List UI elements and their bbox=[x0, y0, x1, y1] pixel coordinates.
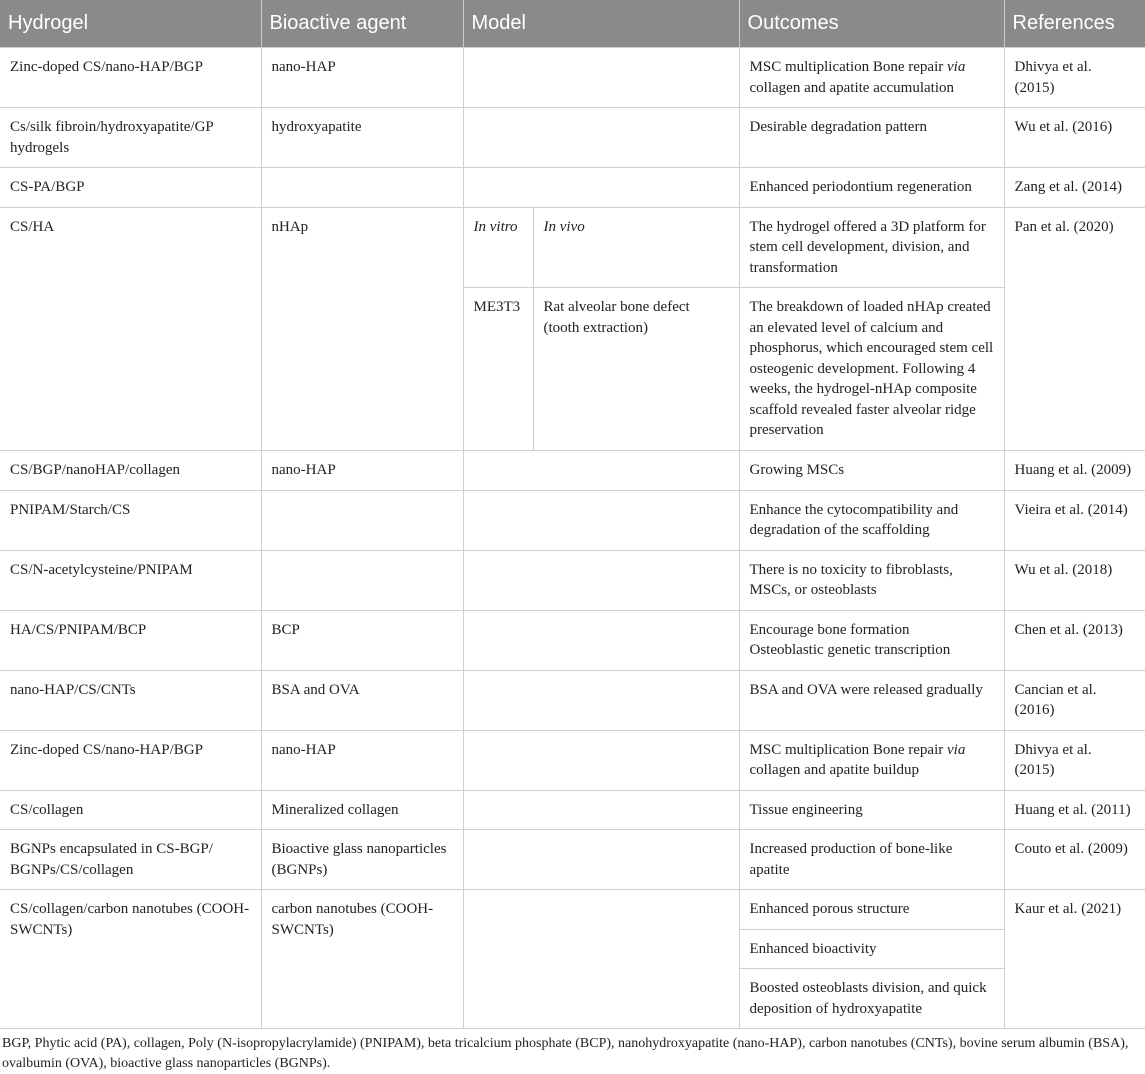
agent-cell: nano-HAP bbox=[261, 451, 463, 491]
outcome-cell: Boosted osteoblasts division, and quick deposition of hydroxyapatite bbox=[739, 969, 1004, 1029]
outcome-cell bbox=[739, 730, 1004, 790]
outcome-text: MSC multiplication Bone repair bbox=[749, 59, 947, 75]
agent-cell bbox=[261, 168, 463, 208]
outcome-cell: Enhanced bioactivity bbox=[739, 929, 1004, 969]
hydrogel-cell: CS-PA/BGP bbox=[0, 168, 261, 208]
reference-cell: Wu et al. (2018) bbox=[1004, 550, 1145, 610]
reference-cell: Wu et al. (2016) bbox=[1004, 108, 1145, 168]
hydrogel-cell: PNIPAM/Starch/CS bbox=[0, 490, 261, 550]
model-cell bbox=[463, 168, 739, 208]
agent-cell: nHAp bbox=[261, 207, 463, 451]
model-cell bbox=[463, 610, 739, 670]
outcome-cell: BSA and OVA were released gradually bbox=[739, 670, 1004, 730]
outcome-cell: The hydrogel offered a 3D platform for stem cell development, division, and transformation bbox=[739, 207, 1004, 288]
model-cell bbox=[463, 490, 739, 550]
model-cell-line-cell: ME3T3 bbox=[463, 288, 533, 451]
hydrogel-cell: Zinc-doped CS/nano-HAP/BGP bbox=[0, 730, 261, 790]
model-cell bbox=[463, 790, 739, 830]
model-in-vitro-cell: In vitro bbox=[463, 207, 533, 288]
model-in-vivo-cell: In vivo bbox=[533, 207, 739, 288]
outcome-text: collagen and apatite buildup bbox=[749, 762, 920, 778]
table-row bbox=[0, 730, 1145, 790]
outcome-cell: Growing MSCs bbox=[739, 451, 1004, 491]
table-row bbox=[0, 890, 1145, 930]
agent-cell: BCP bbox=[261, 610, 463, 670]
outcome-cell: Increased production of bone-like apatite bbox=[739, 830, 1004, 890]
hydrogel-cell: CS/BGP/nanoHAP/collagen bbox=[0, 451, 261, 491]
outcome-cell: Enhance the cytocompatibility and degradation of the scaffolding bbox=[739, 490, 1004, 550]
model-animal-cell: Rat alveolar bone defect (tooth extraction) bbox=[533, 288, 739, 451]
header-references: References bbox=[1004, 0, 1145, 48]
reference-cell: Vieira et al. (2014) bbox=[1004, 490, 1145, 550]
hydrogel-cell: HA/CS/PNIPAM/BCP bbox=[0, 610, 261, 670]
model-cell bbox=[463, 108, 739, 168]
hydrogel-cell: CS/N-acetylcysteine/PNIPAM bbox=[0, 550, 261, 610]
header-row bbox=[0, 0, 1145, 48]
agent-cell bbox=[261, 490, 463, 550]
agent-cell: Bioactive glass nanoparticles (BGNPs) bbox=[261, 830, 463, 890]
agent-cell: nano-HAP bbox=[261, 730, 463, 790]
hydrogel-cell: CS/HA bbox=[0, 207, 261, 451]
outcome-text: collagen and apatite accumulation bbox=[749, 79, 955, 96]
outcome-cell: Desirable degradation pattern bbox=[739, 108, 1004, 168]
table-row bbox=[0, 451, 1145, 491]
hydrogel-cell: Cs/silk fibroin/hydroxyapatite/GP hydrogels bbox=[0, 108, 261, 168]
agent-cell: BSA and OVA bbox=[261, 670, 463, 730]
header-model: Model bbox=[463, 0, 739, 48]
outcome-cell: Enhanced periodontium regeneration bbox=[739, 168, 1004, 208]
agent-cell: carbon nanotubes (COOH-SWCNTs) bbox=[261, 890, 463, 1029]
outcome-cell: There is no toxicity to fibroblasts, MSCs, or osteoblasts bbox=[739, 550, 1004, 610]
header-outcomes: Outcomes bbox=[739, 0, 1004, 48]
table-footnote: BGP, Phytic acid (PA), collagen, Poly (N-isopropylacrylamide) (PNIPAM), beta tricalcium phosphate (BCP), nanohydroxyapatite (nano-HAP), carbon nanotubes (CNTs), bovine serum albumin (BSA), ovalbumin (OVA), bioactive glass nanoparticles (BGNPs). bbox=[2, 1036, 1129, 1071]
hydrogel-cell: Zinc-doped CS/nano-HAP/BGP bbox=[0, 48, 261, 108]
table-row bbox=[0, 830, 1145, 890]
reference-cell: Huang et al. (2011) bbox=[1004, 790, 1145, 830]
header-hydrogel: Hydrogel bbox=[0, 0, 261, 48]
agent-cell bbox=[261, 550, 463, 610]
outcome-cell bbox=[739, 610, 1004, 670]
model-cell bbox=[463, 830, 739, 890]
table-row bbox=[0, 670, 1145, 730]
agent-cell: nano-HAP bbox=[261, 48, 463, 108]
table-row bbox=[0, 790, 1145, 830]
outcome-cell bbox=[739, 48, 1004, 108]
model-cell bbox=[463, 890, 739, 1029]
outcome-italic-text: via bbox=[947, 741, 966, 758]
table-row bbox=[0, 207, 1145, 288]
outcome-line: Encourage bone formation bbox=[749, 621, 910, 638]
table-row bbox=[0, 108, 1145, 168]
reference-cell: Cancian et al. (2016) bbox=[1004, 670, 1145, 730]
agent-cell: Mineralized collagen bbox=[261, 790, 463, 830]
reference-cell: Chen et al. (2013) bbox=[1004, 610, 1145, 670]
reference-cell: Pan et al. (2020) bbox=[1004, 207, 1145, 451]
table-row bbox=[0, 490, 1145, 550]
model-cell bbox=[463, 670, 739, 730]
model-cell bbox=[463, 550, 739, 610]
hydrogel-cell: BGNPs encapsulated in CS-BGP/ BGNPs/CS/collagen bbox=[0, 830, 261, 890]
model-cell bbox=[463, 730, 739, 790]
hydrogel-cell: CS/collagen/carbon nanotubes (COOH-SWCNTs) bbox=[0, 890, 261, 1029]
table-row bbox=[0, 610, 1145, 670]
outcome-text: MSC multiplication Bone repair bbox=[749, 741, 947, 758]
reference-cell: Zang et al. (2014) bbox=[1004, 168, 1145, 208]
reference-cell: Kaur et al. (2021) bbox=[1004, 890, 1145, 1029]
hydrogel-cell: nano-HAP/CS/CNTs bbox=[0, 670, 261, 730]
reference-cell: Huang et al. (2009) bbox=[1004, 451, 1145, 491]
outcome-line: Osteoblastic genetic transcription bbox=[749, 642, 951, 658]
reference-cell: Dhivya et al. (2015) bbox=[1004, 48, 1145, 108]
agent-cell: hydroxyapatite bbox=[261, 108, 463, 168]
outcome-cell: Enhanced porous structure bbox=[739, 890, 1004, 930]
table-row bbox=[0, 48, 1145, 108]
outcome-cell: Tissue engineering bbox=[739, 790, 1004, 830]
outcome-italic-text: via bbox=[947, 59, 966, 75]
model-cell bbox=[463, 48, 739, 108]
reference-cell: Dhivya et al. (2015) bbox=[1004, 730, 1145, 790]
reference-cell: Couto et al. (2009) bbox=[1004, 830, 1145, 890]
header-bioactive-agent: Bioactive agent bbox=[261, 0, 463, 48]
hydrogel-cell: CS/collagen bbox=[0, 790, 261, 830]
table-row bbox=[0, 168, 1145, 208]
outcome-cell: The breakdown of loaded nHAp created an elevated level of calcium and phosphorus, which encouraged stem cell osteogenic development. Following 4 weeks, the hydrogel-nHAp composite scaffold revealed faster alveolar ridge preservation bbox=[739, 288, 1004, 451]
model-cell bbox=[463, 451, 739, 491]
table-row bbox=[0, 550, 1145, 610]
